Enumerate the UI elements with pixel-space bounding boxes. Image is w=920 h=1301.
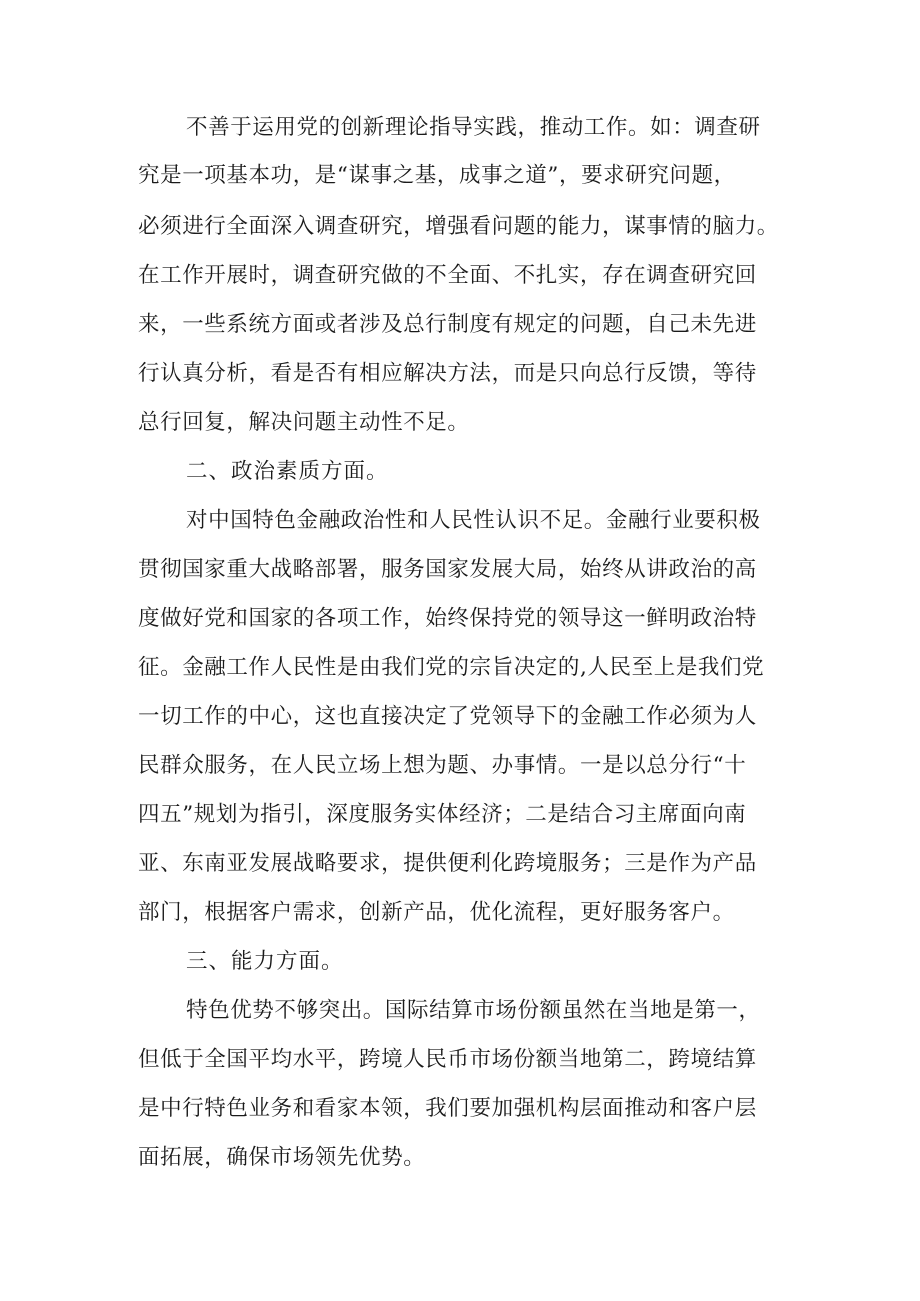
paragraph-3-line-2: 但低于全国平均水平，跨境人民币市场份额当地第二，跨境结算 [138,1047,757,1072]
paragraph-2-line-3: 度做好党和国家的各项工作，始终保持党的领导这一鲜明政治特 [138,606,757,631]
paragraph-3-line-4: 面拓展，确保市场领先优势。 [138,1145,426,1170]
paragraph-2-line-1: 对中国特色金融政治性和人民性认识不足。金融行业要积极 [186,508,761,533]
paragraph-1-line-4: 在工作开展时，调查研究做的不全面、不扎实，存在调查研究回 [138,263,757,288]
section-heading-ability: 三、能力方面。 [186,949,344,974]
paragraph-1-line-1: 不善于运用党的创新理论指导实践，推动工作。如：调查研 [186,115,761,140]
paragraph-1-line-5: 来，一些系统方面或者涉及总行制度有规定的问题，自己未先进 [138,312,757,337]
section-heading-political-quality: 二、政治素质方面。 [186,459,389,484]
paragraph-2-line-8: 亚、东南亚发展战略要求，提供便利化跨境服务；三是作为产品 [138,851,757,876]
paragraph-1-line-3: 必须进行全面深入调查研究，增强看问题的能力，谋事情的脑力。 [138,214,779,239]
paragraph-2-line-4: 征。金融工作人民性是由我们党的宗旨决定的,人民至上是我们党 [138,655,765,680]
paragraph-1-line-6: 行认真分析，看是否有相应解决方法，而是只向总行反馈，等待 [138,361,757,386]
paragraph-3-line-1: 特色优势不够突出。国际结算市场份额虽然在当地是第一， [186,998,761,1023]
paragraph-1-line-2: 究是一项基本功，是“谋事之基，成事之道”，要求研究问题， [138,163,736,188]
paragraph-2-line-9: 部门，根据客户需求，创新产品，优化流程，更好服务客户。 [138,900,735,925]
paragraph-2-line-2: 贯彻国家重大战略部署，服务国家发展大局，始终从讲政治的高 [138,557,757,582]
paragraph-2-line-6: 民群众服务，在人民立场上想为题、办事情。一是以总分行“十 [138,753,747,778]
paragraph-2-line-5: 一切工作的中心，这也直接决定了党领导下的金融工作必须为人 [138,704,757,729]
paragraph-2-line-7: 四五”规划为指引，深度服务实体经济；二是结合习主席面向南 [138,802,747,827]
paragraph-3-line-3: 是中行特色业务和看家本领，我们要加强机构层面推动和客户层 [138,1096,757,1121]
paragraph-1-line-7: 总行回复，解决问题主动性不足。 [138,410,470,435]
